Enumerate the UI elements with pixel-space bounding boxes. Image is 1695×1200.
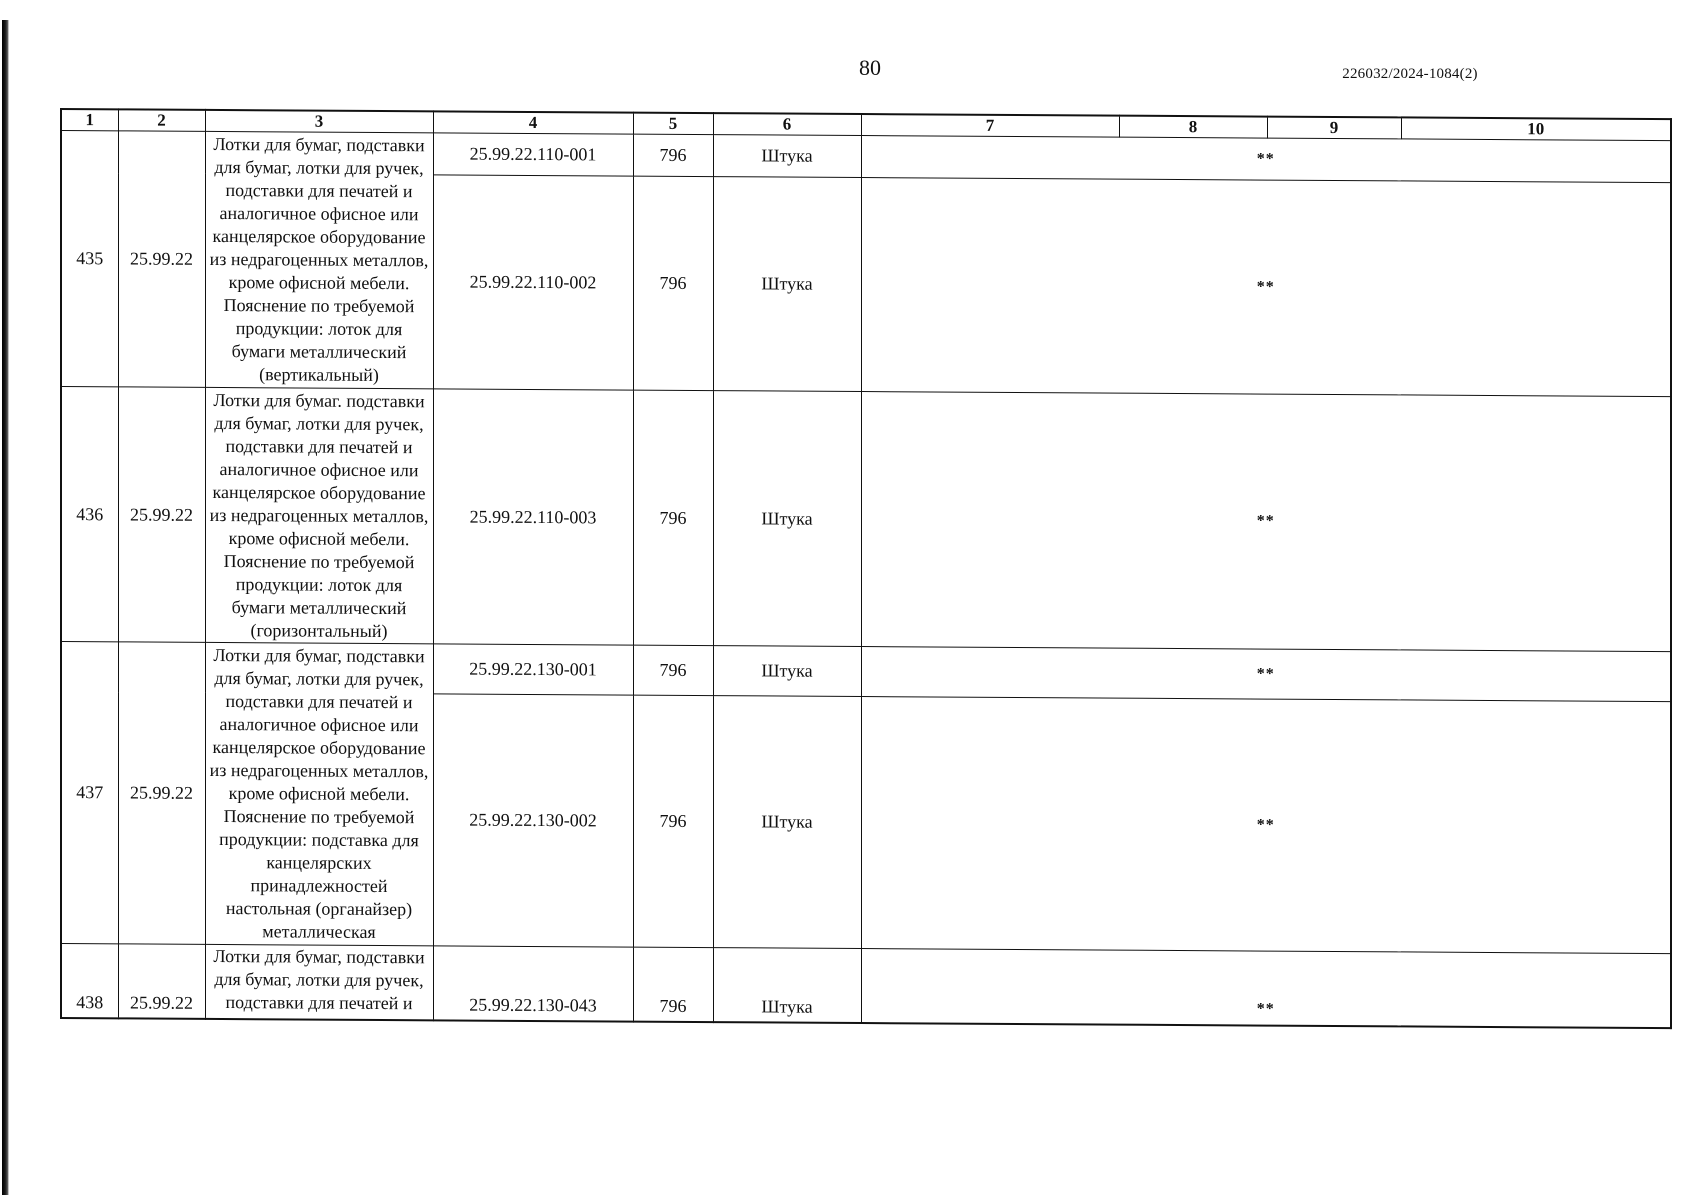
ktru-code: 25.99.22.110-003 xyxy=(433,389,633,645)
table-row xyxy=(61,387,1671,652)
column-header-7: 7 xyxy=(861,114,1119,137)
column-header-5: 5 xyxy=(633,113,713,135)
table-container xyxy=(60,108,1670,1119)
okei-code: 796 xyxy=(633,947,713,1022)
ktru-code: 25.99.22.130-001 xyxy=(433,644,633,695)
note-cell: ** xyxy=(861,949,1671,1028)
okei-code: 796 xyxy=(633,134,713,177)
item-description: Лотки для бумаг. подставки для бумаг, лотки для ручек, подставки для печатей и аналогичное офисное или канцелярское оборудование из недрагоценных металлов, кроме офисной мебели. Пояснение по требуемой продукции: лоток для бумаги металлический (горизонтальный) xyxy=(205,387,433,643)
unit-name: Штука xyxy=(713,391,861,647)
okpd-code: 25.99.22 xyxy=(118,642,205,945)
note-cell: ** xyxy=(861,136,1671,183)
unit-name: Штука xyxy=(713,948,861,1023)
row-number: 435 xyxy=(61,131,118,387)
column-header-3: 3 xyxy=(205,110,433,133)
unit-name: Штука xyxy=(713,135,861,178)
item-description: Лотки для бумаг, подставки для бумаг, лотки для ручек, подставки для печатей и аналогичное офисное или канцелярское оборудование из недрагоценных металлов, кроме офисной мебели. Пояснение по требуемой продукции: лоток для бумаги металлический (вертикальный) xyxy=(205,131,433,388)
column-header-1: 1 xyxy=(61,109,118,131)
table-row xyxy=(61,944,1671,1028)
note-cell: ** xyxy=(861,647,1671,702)
unit-name: Штука xyxy=(713,646,861,697)
okei-code: 796 xyxy=(633,695,713,948)
okei-code: 796 xyxy=(633,390,713,646)
note-cell: ** xyxy=(861,178,1671,397)
unit-name: Штука xyxy=(713,696,861,949)
scan-edge-shadow xyxy=(2,20,9,1195)
column-header-4: 4 xyxy=(433,111,633,134)
okei-code: 796 xyxy=(633,176,713,391)
item-description: Лотки для бумаг, подставки для бумаг, лотки для ручек, подставки для печатей и xyxy=(205,944,433,1019)
column-header-9: 9 xyxy=(1267,117,1401,139)
ktru-code: 25.99.22.110-001 xyxy=(433,133,633,176)
column-header-2: 2 xyxy=(118,109,205,131)
row-number: 437 xyxy=(61,642,118,944)
note-cell: ** xyxy=(861,697,1671,954)
okpd-code: 25.99.22 xyxy=(118,131,205,388)
table-row xyxy=(61,642,1671,702)
okpd-code: 25.99.22 xyxy=(118,944,205,1019)
okei-code: 796 xyxy=(633,645,713,696)
table-row xyxy=(61,131,1671,183)
document-reference: 226032/2024-1084(2) xyxy=(1342,66,1478,82)
okpd-code: 25.99.22 xyxy=(118,387,205,643)
ktru-code: 25.99.22.130-002 xyxy=(433,694,633,947)
specification-table xyxy=(60,108,1672,1029)
item-description: Лотки для бумаг, подставки для бумаг, лотки для ручек, подставки для печатей и аналогичное офисное или канцелярское оборудование из недрагоценных металлов, кроме офисной мебели. Пояснение по требуемой продукции: подставка для канцелярских принадлежностей настольная (органайзер) металлическая xyxy=(205,642,433,945)
column-header-10: 10 xyxy=(1401,117,1671,140)
row-number: 438 xyxy=(61,944,118,1018)
note-cell: ** xyxy=(861,392,1671,652)
page-number: 80 xyxy=(859,55,881,80)
ktru-code: 25.99.22.110-002 xyxy=(433,175,633,390)
unit-name: Штука xyxy=(713,177,861,392)
ktru-code: 25.99.22.130-043 xyxy=(433,946,633,1021)
column-header-8: 8 xyxy=(1119,116,1267,138)
row-number: 436 xyxy=(61,387,118,642)
column-header-6: 6 xyxy=(713,113,861,135)
